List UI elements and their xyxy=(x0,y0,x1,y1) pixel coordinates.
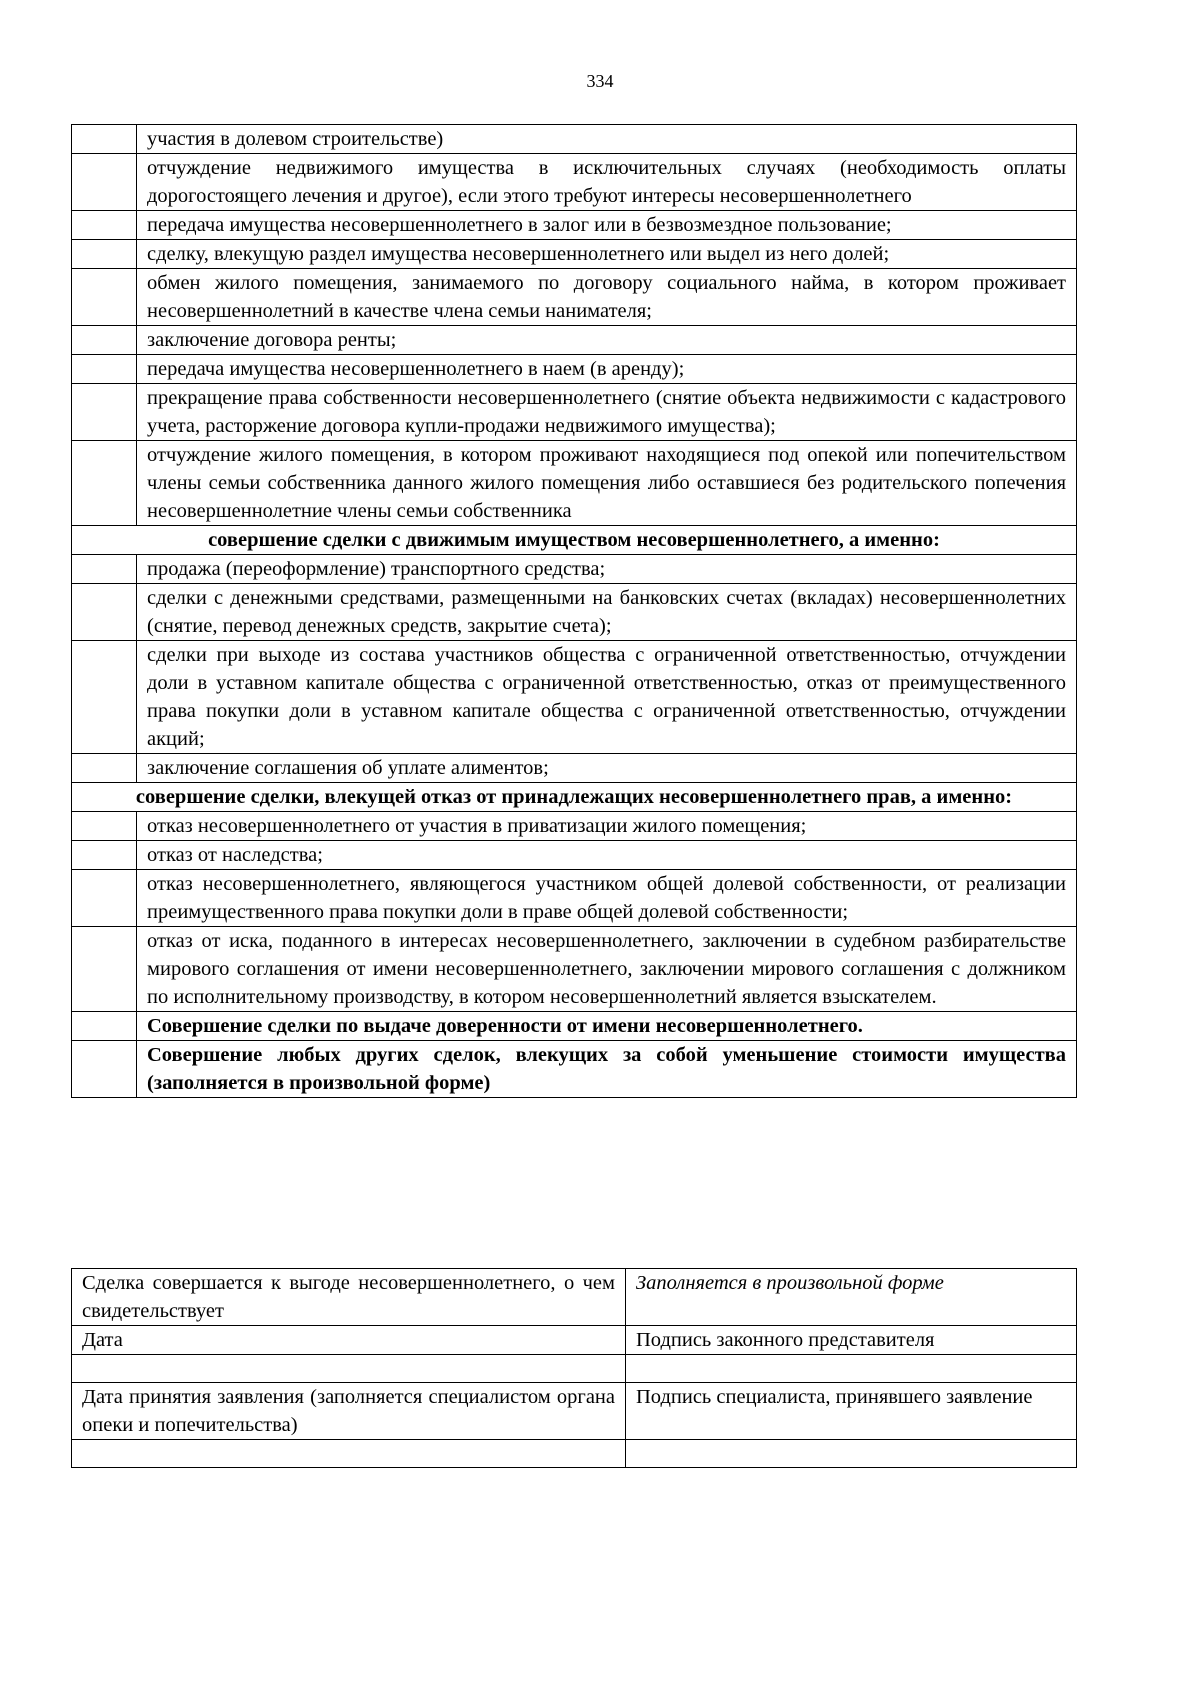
checkbox-cell[interactable] xyxy=(72,841,137,870)
checkbox-cell[interactable] xyxy=(72,240,137,269)
checkbox-cell[interactable] xyxy=(72,125,137,154)
acceptance-date-label: Дата принятия заявления (заполняется специалистом органа опеки и попечительства) xyxy=(72,1383,626,1440)
table-row xyxy=(72,870,1077,927)
item-text: сделку, влекущую раздел имущества несовершеннолетнего или выдел из него долей; xyxy=(137,240,1077,269)
table-row xyxy=(72,125,1077,154)
checkbox-cell[interactable] xyxy=(72,927,137,1012)
item-text: участия в долевом строительстве) xyxy=(137,125,1077,154)
signature-rep-label: Подпись законного представителя xyxy=(626,1326,1077,1355)
item-text: прекращение права собственности несовершеннолетнего (снятие объекта недвижимости с кадастрового учета, расторжение договора купли-продажи недвижимого имущества); xyxy=(137,384,1077,441)
table-row xyxy=(72,555,1077,584)
signature-rep-field[interactable] xyxy=(626,1355,1077,1383)
table-row xyxy=(72,1012,1077,1041)
date-field[interactable] xyxy=(72,1355,626,1383)
benefit-row xyxy=(72,1269,1077,1326)
date-input-row xyxy=(72,1355,1077,1383)
item-text: обмен жилого помещения, занимаемого по договору социального найма, в котором проживает несовершеннолетний в качестве члена семьи нанимателя; xyxy=(137,269,1077,326)
date-label: Дата xyxy=(72,1326,626,1355)
table-row xyxy=(72,841,1077,870)
item-text: отказ несовершеннолетнего от участия в приватизации жилого помещения; xyxy=(137,812,1077,841)
table-row xyxy=(72,584,1077,641)
table-row xyxy=(72,269,1077,326)
checkbox-cell[interactable] xyxy=(72,812,137,841)
item-text: отказ несовершеннолетнего, являющегося участником общей долевой собственности, от реализации преимущественного права покупки доли в праве общей долевой собственности; xyxy=(137,870,1077,927)
acceptance-date-field[interactable] xyxy=(72,1440,626,1468)
other-deals-text: Совершение любых других сделок, влекущих за собой уменьшение стоимости имущества (заполняется в произвольной форме) xyxy=(137,1041,1077,1098)
benefit-field[interactable]: Заполняется в произвольной форме xyxy=(626,1269,1077,1326)
table-row xyxy=(72,240,1077,269)
checkbox-cell[interactable] xyxy=(72,355,137,384)
table-row xyxy=(72,641,1077,754)
item-text: заключение соглашения об уплате алиментов; xyxy=(137,754,1077,783)
table-row xyxy=(72,355,1077,384)
section-heading-movable: совершение сделки с движимым имуществом несовершеннолетнего, а именно: xyxy=(72,526,1077,555)
checkbox-cell[interactable] xyxy=(72,326,137,355)
item-text: отчуждение жилого помещения, в котором проживают находящиеся под опекой или попечительством члены семьи собственника данного жилого помещения либо оставшиеся без родительского попечения несовершеннолетние члены семьи собственника xyxy=(137,441,1077,526)
power-of-attorney-text: Совершение сделки по выдаче доверенности от имени несовершеннолетнего. xyxy=(137,1012,1077,1041)
checkbox-cell[interactable] xyxy=(72,555,137,584)
checkbox-cell[interactable] xyxy=(72,154,137,211)
page-number: 334 xyxy=(586,71,614,91)
benefit-label: Сделка совершается к выгоде несовершеннолетнего, о чем свидетельствует xyxy=(72,1269,626,1326)
checkbox-cell[interactable] xyxy=(72,211,137,240)
signature-table xyxy=(71,1268,1077,1468)
item-text: передача имущества несовершеннолетнего в наем (в аренду); xyxy=(137,355,1077,384)
checkbox-cell[interactable] xyxy=(72,441,137,526)
table-row xyxy=(72,211,1077,240)
checkbox-cell[interactable] xyxy=(72,1012,137,1041)
table-row xyxy=(72,927,1077,1012)
checkbox-cell[interactable] xyxy=(72,641,137,754)
section-heading-row xyxy=(72,526,1077,555)
item-text: отказ от наследства; xyxy=(137,841,1077,870)
table-row xyxy=(72,441,1077,526)
table-row xyxy=(72,154,1077,211)
specialist-signature-label: Подпись специалиста, принявшего заявление xyxy=(626,1383,1077,1440)
checkbox-cell[interactable] xyxy=(72,1041,137,1098)
item-text: продажа (переоформление) транспортного средства; xyxy=(137,555,1077,584)
specialist-signature-field[interactable] xyxy=(626,1440,1077,1468)
transactions-table xyxy=(71,124,1077,1098)
item-text: передача имущества несовершеннолетнего в залог или в безвозмездное пользование; xyxy=(137,211,1077,240)
checkbox-cell[interactable] xyxy=(72,269,137,326)
section-heading-row xyxy=(72,783,1077,812)
item-text: отчуждение недвижимого имущества в исключительных случаях (необходимость оплаты дорогостоящего лечения и другое), если этого требуют интересы несовершеннолетнего xyxy=(137,154,1077,211)
checkbox-cell[interactable] xyxy=(72,384,137,441)
item-text: отказ от иска, поданного в интересах несовершеннолетнего, заключении в судебном разбирательстве мирового соглашения от имени несовершеннолетнего, заключении мирового соглашения с должником по исполнительному производству, в котором несовершеннолетний является взыскателем. xyxy=(137,927,1077,1012)
item-text: сделки с денежными средствами, размещенными на банковских счетах (вкладах) несовершеннолетних (снятие, перевод денежных средств, закрытие счета); xyxy=(137,584,1077,641)
table-row xyxy=(72,326,1077,355)
table-row xyxy=(72,1041,1077,1098)
checkbox-cell[interactable] xyxy=(72,584,137,641)
date-row xyxy=(72,1326,1077,1355)
table-row xyxy=(72,812,1077,841)
table-row xyxy=(72,384,1077,441)
checkbox-cell[interactable] xyxy=(72,870,137,927)
item-text: заключение договора ренты; xyxy=(137,326,1077,355)
acceptance-row xyxy=(72,1383,1077,1440)
item-text: сделки при выходе из состава участников общества с ограниченной ответственностью, отчуждении доли в уставном капитале общества с ограниченной ответственностью, отказ от преимущественного права покупки доли в уставном капитале общества с ограниченной ответственностью, отчуждении акций; xyxy=(137,641,1077,754)
table-row xyxy=(72,754,1077,783)
section-heading-refusal: совершение сделки, влекущей отказ от принадлежащих несовершеннолетнего прав, а именно: xyxy=(72,783,1077,812)
checkbox-cell[interactable] xyxy=(72,754,137,783)
acceptance-input-row xyxy=(72,1440,1077,1468)
